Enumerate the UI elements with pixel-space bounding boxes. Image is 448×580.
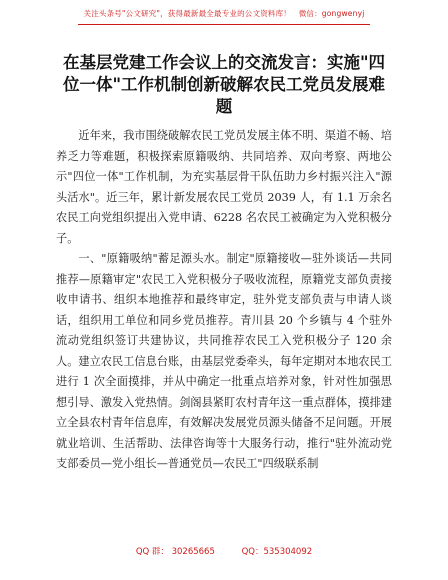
footer-qq-group: QQ 群： 30265665 [135, 547, 215, 557]
header-banner: 关注头条号"公文研究"，获得最新最全最专业的公文资料库！ 微信：gongwenyj [83, 9, 365, 18]
header-divider [78, 24, 370, 25]
body-paragraph: 近年来，我市围绕破解农民工党员发展主体不明、渠道不畅、培养乏力等难题，积极探索原籍吸纳、共同培养、双向考察、两地公示"四位一体"工作机制，为充实基层骨干队伍助力乡村振兴注入"源头活水"。近三年，累计新发展农民工党员 2039 人，有 1.1 万余名农民工向党组织提出入党申请、6228 名农民工被确定为入党积极分子。 [56, 129, 392, 245]
document-title: 在基层党建工作会议上的交流发言：实施"四位一体"工作机制创新破解农民工党员发展难题 [62, 53, 386, 116]
footer-contact [0, 545, 448, 557]
footer-qq: QQ：535304092 [241, 547, 313, 557]
document-body [56, 126, 392, 475]
body-paragraph: 一、"原籍吸纳"蓄足源头水。制定"原籍接收—驻外谈话—共同推荐—原籍审定"农民工入党积极分子吸收流程，原籍党支部负责接收申请书、组织本地推荐和最终审定，驻外党支部负责与申请人谈话，组织用工单位和同乡党员推荐。青川县 20 个乡镇与 4 个驻外流动党组织签订共建协议，共同推荐农民工入党积极分子 120 余人。建立农民工信息台账，由基层党委牵头，每年定期对本地农民工进行 1 次全面摸排，并从中确定一批重点培养对象，针对性加强思想引导、激发入党热情。剑阁县紧盯农村青年这一重点群体，摸排建立全县农村青年信息库，有效解决发展党员源头储备不足问题。开展就业培训、生活帮助、法律咨询等十大服务行动，推行"驻外流动党支部委员—党小组长—普通党员—农民工"四级联系制 [56, 252, 392, 470]
